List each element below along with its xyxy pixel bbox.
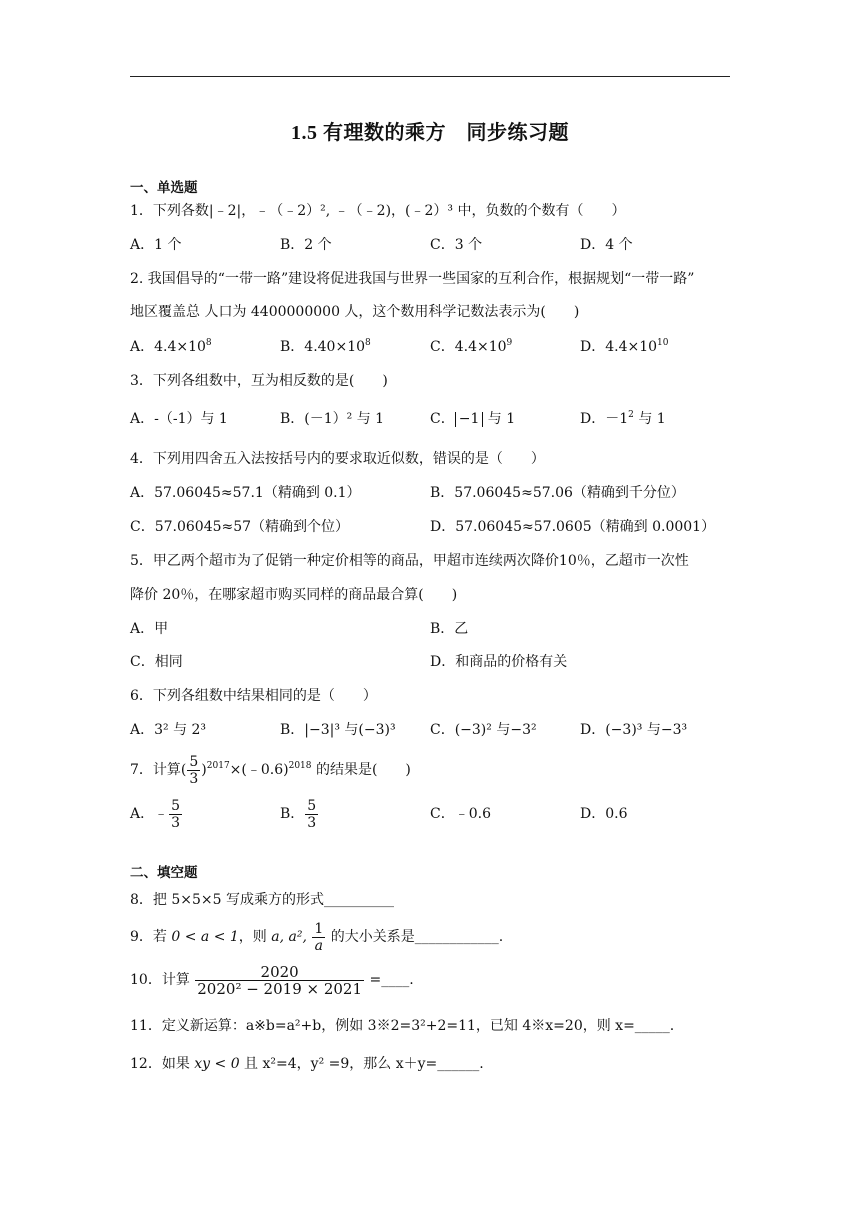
q4-option-d: D．57.06045≈57.0605（精确到 0.0001） bbox=[430, 519, 716, 535]
q3-option-c: C． −1 与 1 bbox=[430, 411, 516, 427]
question-9-stem: 9．若 0 < a < 1，则 a, a², $\frac{1}{a}$ 的大小关系是____________. bbox=[130, 920, 504, 954]
q6-option-b: B．|−3|³ 与(−3)³ bbox=[280, 722, 396, 738]
q6-option-a: A．3² 与 2³ bbox=[130, 722, 207, 738]
q2-option-a: A．$4.4\times 10^8$ bbox=[130, 338, 212, 355]
q3-option-b: B．(－1）² 与 1 bbox=[280, 411, 385, 427]
q5-option-b: B．乙 bbox=[430, 621, 469, 637]
question-6-stem: 6．下列各组数中结果相同的是（ ） bbox=[130, 688, 377, 704]
q5-option-a: A．甲 bbox=[130, 621, 169, 637]
q7-option-d: D．0.6 bbox=[580, 806, 628, 822]
q2-option-d: D．$4.4\times 10^{10}$ bbox=[580, 338, 669, 355]
q5-option-d: D．和商品的价格有关 bbox=[430, 654, 568, 670]
q5-option-c: C．相同 bbox=[130, 654, 183, 670]
fraction-5-3: $\frac{5}{3}$ bbox=[189, 753, 199, 787]
q6-option-c: C．(−3)² 与−3² bbox=[430, 722, 537, 738]
question-2-line-2: 地区覆盖总 人口为 4400000000 人，这个数用科学记数法表示为( ) bbox=[130, 304, 580, 320]
question-8-stem: 8．把 5×5×5 写成乘方的形式__________ bbox=[130, 892, 394, 908]
q3-option-a: A．-（-1）与 1 bbox=[130, 411, 228, 427]
section-heading-single-choice: 一、单选题 bbox=[130, 180, 198, 196]
header-rule bbox=[130, 76, 730, 77]
question-5-line-2: 降价 20％，在哪家超市购买同样的商品最合算( ) bbox=[130, 587, 458, 603]
page-title: 1.5 有理数的乘方 同步练习题 bbox=[291, 122, 569, 144]
q1-option-d: D．4 个 bbox=[580, 237, 633, 253]
q2-option-b: B．$4.40\times 10^8$ bbox=[280, 338, 371, 355]
q2-option-c: C．$4.4\times 10^9$ bbox=[430, 338, 513, 355]
question-2-line-1: 2. 我国倡导的“一带一路”建设将促进我国与世界一些国家的互利合作，根据规划“一带一路” bbox=[130, 271, 695, 287]
fraction-2020: $\frac{2020}{\text{2020² − 2019 × 2021}}$ bbox=[197, 962, 363, 998]
question-10-stem: 10．计算 $\frac{2020}{\text{2020² − 2019 × 2021}}$ =____. bbox=[130, 962, 414, 998]
q3-option-d: D．$-1^2$ 与 1 bbox=[580, 410, 666, 427]
question-1-stem: 1．下列各数|﹣2|，﹣（﹣2）², ﹣（﹣2)，(﹣2）³ 中，负数的个数有（ ） bbox=[130, 203, 626, 219]
q4-option-c: C．57.06045≈57（精确到个位） bbox=[130, 519, 350, 535]
q1-option-b: B．2 个 bbox=[280, 237, 332, 253]
q1-option-c: C．3 个 bbox=[430, 237, 483, 253]
q1-option-a: A．1 个 bbox=[130, 237, 182, 253]
q7-option-a: A．﹣ $\frac{5}{3}$ bbox=[130, 797, 181, 831]
question-3-stem: 3．下列各组数中，互为相反数的是( ) bbox=[130, 373, 388, 389]
q6-option-d: D．(−3)³ 与−3³ bbox=[580, 722, 688, 738]
question-5-line-1: 5．甲乙两个超市为了促销一种定价相等的商品，甲超市连续两次降价10％，乙超市一次性 bbox=[130, 553, 689, 569]
absolute-value: −1 bbox=[455, 412, 484, 427]
q7-option-c: C．﹣0.6 bbox=[430, 806, 491, 822]
question-7-stem: 7．计算( $\frac{5}{3}$ )$^{2017}$×(﹣0.6)$^{2018}$ 的结果是( ) bbox=[130, 753, 411, 787]
section-heading-fill-in: 二、填空题 bbox=[130, 865, 198, 881]
question-4-stem: 4．下列用四舍五入法按括号内的要求取近似数，错误的是（ ） bbox=[130, 451, 545, 467]
q4-option-b: B．57.06045≈57.06（精确到千分位） bbox=[430, 485, 685, 501]
q4-option-a: A．57.06045≈57.1（精确到 0.1） bbox=[130, 485, 361, 501]
q7-option-b: B． $\frac{5}{3}$ bbox=[280, 797, 317, 831]
question-11-stem: 11．定义新运算：a※b=a²+b，例如 3※2=3²+2=11，已知 4※x=20，则 x=_____. bbox=[130, 1018, 675, 1034]
question-12-stem: 12．如果 xy < 0 且 x²=4，y² =9，那么 x＋y=______. bbox=[130, 1056, 484, 1072]
